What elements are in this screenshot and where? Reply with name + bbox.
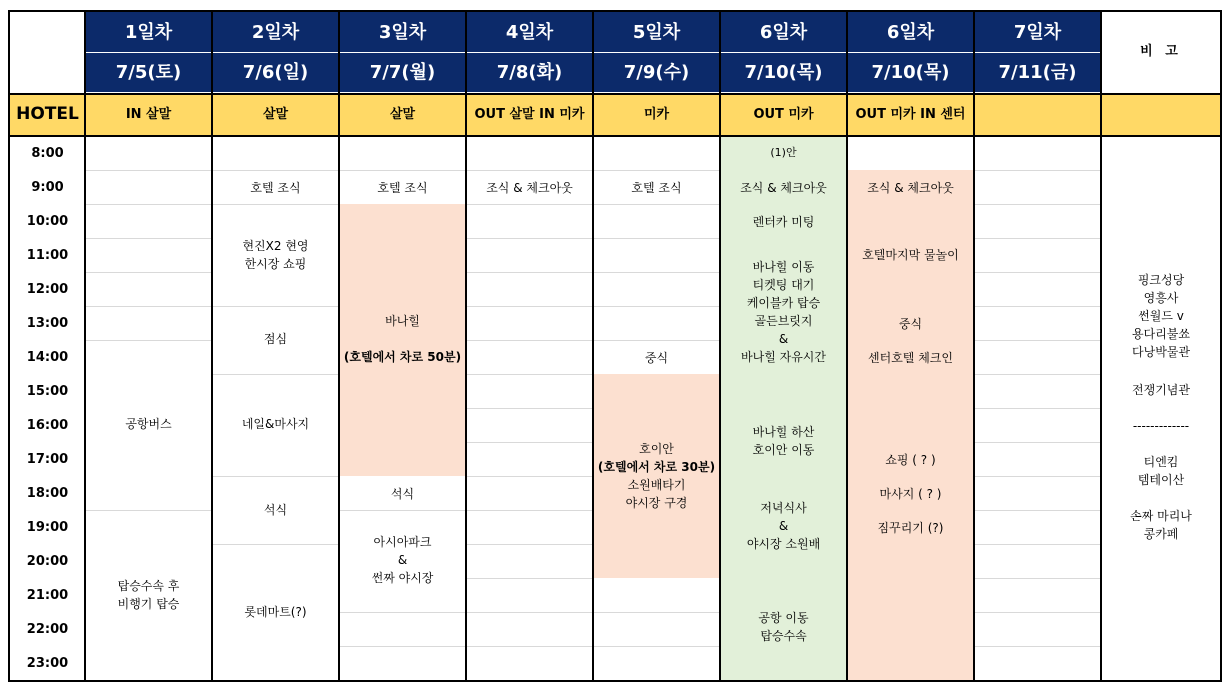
grid-line — [86, 510, 211, 511]
border-line — [973, 10, 975, 682]
day3-banahill-note: (호텔에서 차로 50분) — [343, 350, 462, 364]
day6b-packing: 짐꾸리기 (?) — [877, 520, 944, 535]
border-line — [592, 10, 594, 682]
day2-dinner: 석식 — [263, 503, 288, 517]
grid-line — [975, 170, 1100, 171]
border-line — [1100, 10, 1102, 682]
grid-line — [86, 204, 211, 205]
day6a-rental: 렌터카 미팅 — [752, 214, 815, 229]
grid-line — [975, 476, 1100, 477]
grid-line — [340, 612, 465, 613]
day-label: 3일차 — [340, 12, 465, 52]
time-label: 16:00 — [26, 417, 69, 433]
day-label: 6일차 — [721, 12, 846, 52]
grid-line — [975, 544, 1100, 545]
time-label: 10:00 — [26, 213, 69, 229]
grid-line — [467, 340, 592, 341]
grid-line — [213, 374, 338, 375]
hotel-cell: OUT 살말 IN 미카 — [467, 95, 592, 135]
grid-line — [975, 272, 1100, 273]
grid-line — [86, 170, 211, 171]
date-label: 7/10(목) — [848, 53, 973, 92]
grid-line — [86, 306, 211, 307]
grid-line — [213, 544, 338, 545]
day2-lunch: 점심 — [263, 332, 288, 346]
grid-line — [467, 476, 592, 477]
day2-lotte: 롯데마트(?) — [244, 605, 307, 619]
border-line — [465, 10, 467, 682]
hotel-cell: 미카 — [594, 95, 719, 135]
date-label: 7/5(토) — [86, 53, 211, 92]
grid-line — [340, 510, 465, 511]
day-label: 2일차 — [213, 12, 338, 52]
grid-line — [594, 612, 719, 613]
date-label: 7/6(일) — [213, 53, 338, 92]
grid-line — [975, 374, 1100, 375]
grid-line — [467, 578, 592, 579]
day-label: 4일차 — [467, 12, 592, 52]
grid-line — [975, 408, 1100, 409]
date-label: 7/8(화) — [467, 53, 592, 92]
date-label: 7/9(수) — [594, 53, 719, 92]
border-line — [8, 680, 1222, 682]
day6b-breakfast: 조식 & 체크아웃 — [867, 180, 954, 195]
grid-line — [975, 204, 1100, 205]
notes-header: 비 고 — [1140, 44, 1182, 60]
border-line — [8, 93, 1222, 95]
date-label: 7/7(월) — [340, 53, 465, 92]
time-label: 15:00 — [26, 383, 69, 399]
grid-line — [594, 306, 719, 307]
border-line — [84, 10, 86, 682]
day-label: 5일차 — [594, 12, 719, 52]
time-label: 17:00 — [26, 451, 69, 467]
grid-line — [594, 646, 719, 647]
day6b-pool: 호텔마지막 물놀이 — [862, 247, 959, 262]
date-label: 7/10(목) — [721, 53, 846, 92]
time-label: 8:00 — [31, 145, 64, 161]
grid-line — [975, 578, 1100, 579]
day6a-dinner: 저녁식사 & 야시장 소원배 — [746, 501, 821, 551]
day3-dinner: 석식 — [390, 486, 415, 501]
day5-hoian-note: (호텔에서 차로 30분) — [597, 460, 716, 474]
hotel-label: HOTEL — [10, 95, 85, 135]
hotel-cell: OUT 미카 — [721, 95, 846, 135]
day2-breakfast: 호텔 조식 — [250, 180, 301, 195]
time-label: 20:00 — [26, 553, 69, 569]
day5-hoian: 호이안 — [639, 442, 674, 456]
banahill-block — [340, 204, 465, 476]
grid-line — [975, 306, 1100, 307]
day5-hoian-rest: 소원배타기 야시장 구경 — [625, 478, 688, 510]
day4-breakfast: 조식 & 체크아웃 — [486, 180, 573, 195]
hotel-cell-notes — [1102, 95, 1220, 135]
day6a-plan-label: (1)안 — [770, 146, 797, 160]
grid-line — [467, 272, 592, 273]
hotel-cell: OUT 미카 IN 센터 — [848, 95, 973, 135]
notes-war-memorial: 전쟁기념관 — [1132, 383, 1190, 397]
day6a-descend: 바나힐 하산 호이안 이동 — [752, 425, 815, 457]
date-label: 7/11(금) — [975, 53, 1100, 92]
grid-line — [594, 272, 719, 273]
day2-shopping: 현진X2 현영 한시장 쇼핑 — [242, 239, 309, 271]
day-label: 6일차 — [848, 12, 973, 52]
grid-line — [86, 238, 211, 239]
grid-line — [594, 238, 719, 239]
time-label: 22:00 — [26, 621, 69, 637]
hotel-cell: 살말 — [213, 95, 338, 135]
grid-line — [975, 612, 1100, 613]
grid-line — [975, 510, 1100, 511]
day5-lunch: 중식 — [644, 350, 669, 365]
grid-line — [467, 544, 592, 545]
time-label: 19:00 — [26, 519, 69, 535]
day6a-banahill: 바나힐 이동 티켓팅 대기 케이블카 탑승 골든브릿지 & 바나힐 자유시간 — [741, 260, 826, 364]
grid-line — [467, 408, 592, 409]
grid-line — [213, 476, 338, 477]
day6b-checkin: 센터호텔 체크인 — [868, 350, 953, 365]
border-line — [719, 10, 721, 682]
grid-line — [467, 306, 592, 307]
time-label: 12:00 — [26, 281, 69, 297]
grid-line — [975, 442, 1100, 443]
grid-line — [86, 272, 211, 273]
time-label: 18:00 — [26, 485, 69, 501]
day3-night: 아시아파크 & 썬짜 야시장 — [371, 535, 434, 585]
day6a-airport: 공항 이동 탑승수속 — [758, 611, 809, 643]
grid-line — [467, 238, 592, 239]
day-label: 7일차 — [975, 12, 1100, 52]
hotel-cell — [975, 95, 1100, 135]
day6b-lunch: 중식 — [898, 316, 923, 331]
day1-airport-bus: 공항버스 — [125, 417, 172, 431]
hotel-cell: IN 살말 — [86, 95, 211, 135]
time-label: 14:00 — [26, 349, 69, 365]
grid-line — [467, 612, 592, 613]
day3-banahill: 바나힐 — [385, 314, 420, 328]
grid-line — [975, 340, 1100, 341]
notes-list-1: 핑크성당 영흥사 썬월드 v 용다리불쑈 다낭박물관 — [1132, 273, 1190, 359]
grid-line — [467, 646, 592, 647]
border-line — [8, 10, 1222, 12]
time-label: 21:00 — [26, 587, 69, 603]
notes-list-2: 티엔킴 템테이산 — [1137, 455, 1185, 487]
day2-nail: 네일&마사지 — [241, 417, 310, 431]
border-line — [8, 10, 10, 682]
notes-divider: ------------- — [1132, 419, 1190, 433]
grid-line — [467, 204, 592, 205]
day-label: 1일차 — [86, 12, 211, 52]
header-blank — [10, 12, 85, 92]
day6b-shopping: 쇼핑 ( ? ) — [885, 452, 936, 467]
day6a-breakfast: 조식 & 체크아웃 — [740, 180, 827, 195]
border-line — [8, 135, 1222, 137]
border-line — [1220, 10, 1222, 682]
grid-line — [975, 238, 1100, 239]
hotel-cell: 살말 — [340, 95, 465, 135]
time-label: 11:00 — [26, 247, 69, 263]
grid-line — [467, 510, 592, 511]
grid-line — [213, 204, 338, 205]
grid-line — [213, 306, 338, 307]
time-label: 13:00 — [26, 315, 69, 331]
border-line — [338, 10, 340, 682]
border-line — [846, 10, 848, 682]
day5-breakfast: 호텔 조식 — [631, 180, 682, 195]
grid-line — [594, 204, 719, 205]
time-label: 9:00 — [31, 179, 64, 195]
day3-breakfast: 호텔 조식 — [377, 180, 428, 195]
day6b-massage: 마사지 ( ? ) — [879, 486, 942, 501]
border-line — [211, 10, 213, 682]
grid-line — [467, 374, 592, 375]
grid-line — [975, 646, 1100, 647]
day1-boarding: 탑승수속 후 비행기 탑승 — [117, 579, 180, 611]
grid-line — [467, 442, 592, 443]
grid-line — [86, 340, 211, 341]
notes-list-3: 손짜 마리나 콩카페 — [1130, 509, 1192, 541]
grid-line — [340, 646, 465, 647]
time-label: 23:00 — [26, 655, 69, 671]
